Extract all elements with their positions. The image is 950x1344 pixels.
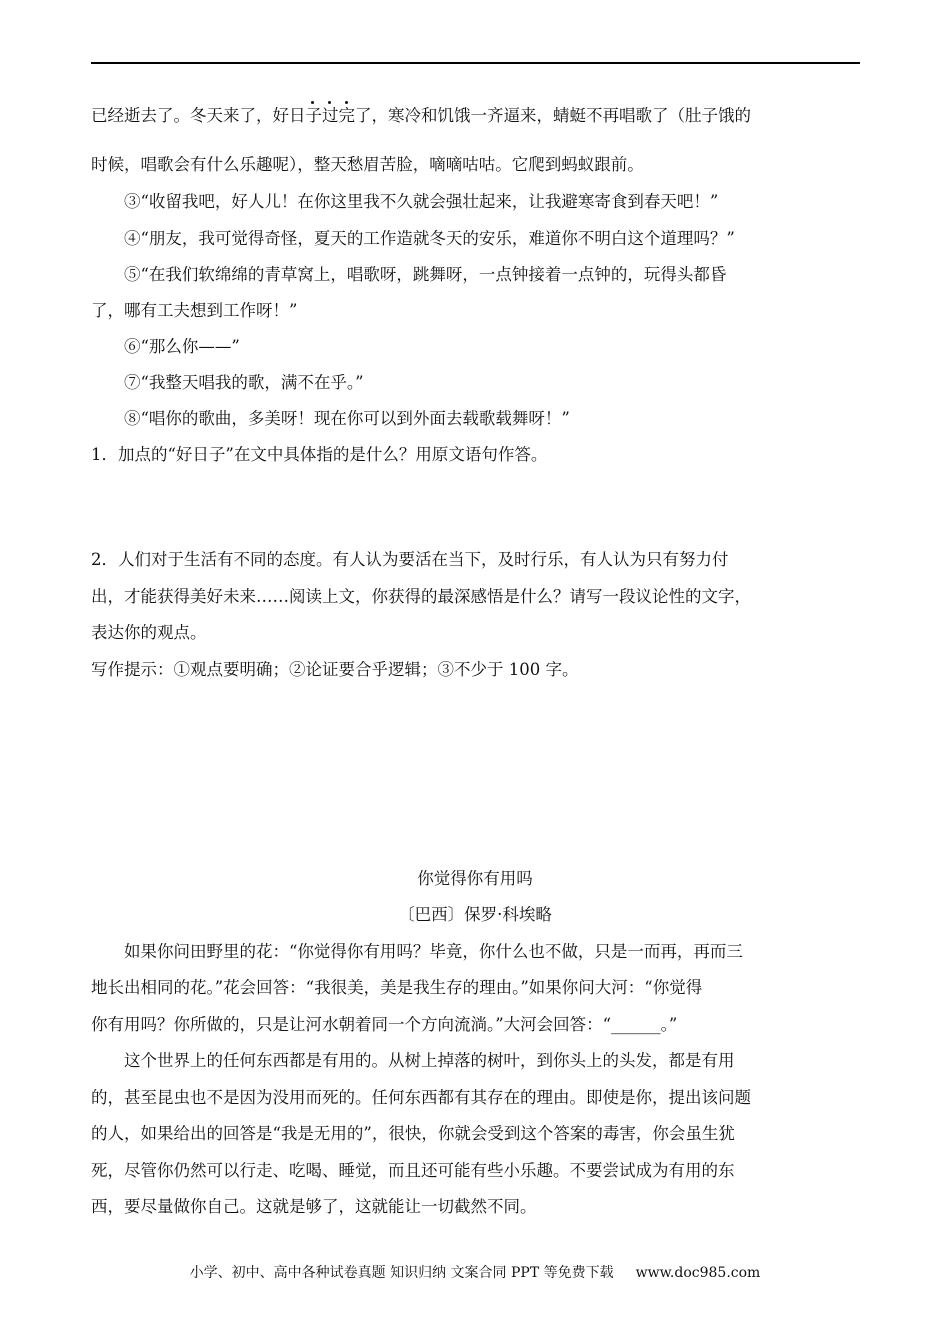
header-rule (91, 62, 860, 64)
essay-title: 你觉得你有用吗 (417, 869, 533, 888)
fable-line: 时候，唱歌会有什么乐趣呢），整天愁眉苦脸，嘀嘀咕咕。它爬到蚂蚁跟前。 (91, 155, 644, 174)
essay-line: 的人，如果给出的回答是“我是无用的”，很快，你就会受到这个答案的毒害，你会虽生犹 (91, 1124, 735, 1143)
essay-line: 死，尽管你仍然可以行走、吃喝、睡觉，而且还可能有些小乐趣。不要尝试成为有用的东 (91, 1161, 735, 1180)
writing-hint: 写作提示：①观点要明确；②论证要合乎逻辑；③不少于 100 字。 (91, 660, 579, 679)
footer-url[interactable]: www.doc985.com (635, 1265, 761, 1281)
essay-line: 这个世界上的任何东西都是有用的。从树上掉落的树叶，到你头上的头发，都是有用 (124, 1051, 735, 1070)
question-2-line: 2．人们对于生活有不同的态度。有人认为要活在当下，及时行乐，有人认为只有努力付 (91, 550, 729, 569)
page-footer (0, 1263, 950, 1283)
fable-line: 了，哪有工夫想到工作呀！” (91, 301, 298, 320)
essay-line: 地长出相同的花。”花会回答：“我很美，美是我生存的理由。”如果你问大河：“你觉得 (91, 978, 703, 997)
essay-line: 如果你问田野里的花：“你觉得你有用吗？毕竟，你什么也不做，只是一而再，再而三 (124, 942, 743, 961)
essay-line: 的，甚至昆虫也不是因为没用而死的。任何东西都有其存在的理由。即使是你，提出该问题 (91, 1088, 751, 1107)
fable-line: ③“收留我吧，好人儿！在你这里我不久就会强壮起来，让我避寒寄食到春天吧！” (124, 192, 719, 211)
question-2-line: 出，才能获得美好未来……阅读上文，你获得的最深感悟是什么？请写一段议论性的文字， (91, 587, 751, 606)
fable-line: ④“朋友，我可觉得奇怪，夏天的工作造就冬天的安乐，难道你不明白这个道理吗？” (124, 229, 735, 248)
question-2-line: 表达你的观点。 (91, 623, 207, 642)
essay-author: 〔巴西〕保罗·科埃略 (398, 905, 552, 924)
question-1: 1．加点的“好日子”在文中具体指的是什么？用原文语句作答。 (91, 445, 548, 464)
fable-line: 已经逝去了。冬天来了，好日子过完了，寒冷和饥饿一齐逼来，蜻蜓不再唱歌了（肚子饿的 (91, 106, 751, 125)
fable-line: ⑤“在我们软绵绵的青草窝上，唱歌呀，跳舞呀，一点钟接着一点钟的，玩得头都昏 (124, 265, 727, 284)
fable-line: ⑦“我整天唱我的歌，满不在乎。” (124, 373, 364, 392)
essay-line: 你有用吗？你所做的，只是让河水朝着同一个方向流淌。”大河会回答：“______。” (91, 1015, 678, 1034)
fable-line: ⑥“那么你——” (124, 337, 240, 356)
fable-line: ⑧“唱你的歌曲，多美呀！现在你可以到外面去载歌载舞呀！” (124, 409, 570, 428)
essay-line: 西，要尽量做你自己。这就是够了，这就能让一切截然不同。 (91, 1197, 537, 1216)
footer-text: 小学、初中、高中各种试卷真题 知识归纳 文案合同 PPT 等免费下载 (189, 1265, 614, 1281)
